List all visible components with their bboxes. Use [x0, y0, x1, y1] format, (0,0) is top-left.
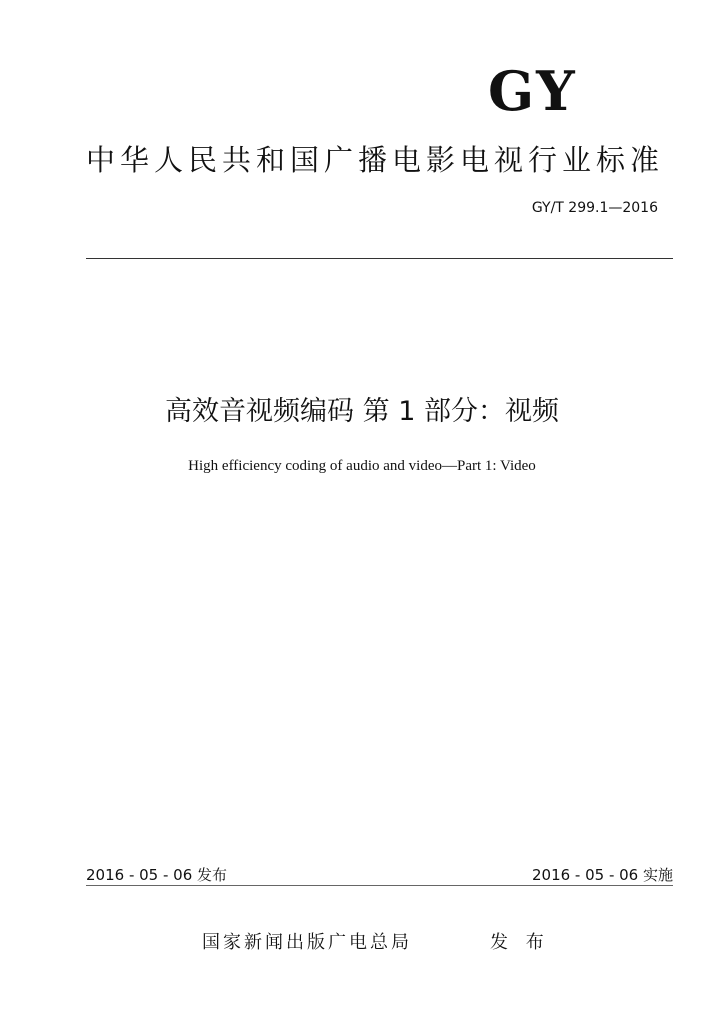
- issuing-authority: 国家新闻出版广电总局: [202, 932, 412, 953]
- footer-divider: [86, 885, 673, 886]
- issue-date: 2016 - 05 - 06 发布: [86, 866, 228, 884]
- implementation-date: 2016 - 05 - 06 实施: [531, 866, 673, 884]
- document-title-english: High efficiency coding of audio and video—Part 1: Video: [188, 458, 536, 474]
- standard-category: 中华人民共和国广播电影电视行业标准: [86, 143, 665, 177]
- standard-number: GY/T 299.1—2016: [531, 200, 658, 216]
- issue-label: 发 布: [490, 932, 550, 953]
- gy-logo: GY: [488, 59, 577, 123]
- header-divider: [86, 258, 673, 259]
- document-title-chinese: 高效音视频编码 第 1 部分：视频: [165, 396, 559, 427]
